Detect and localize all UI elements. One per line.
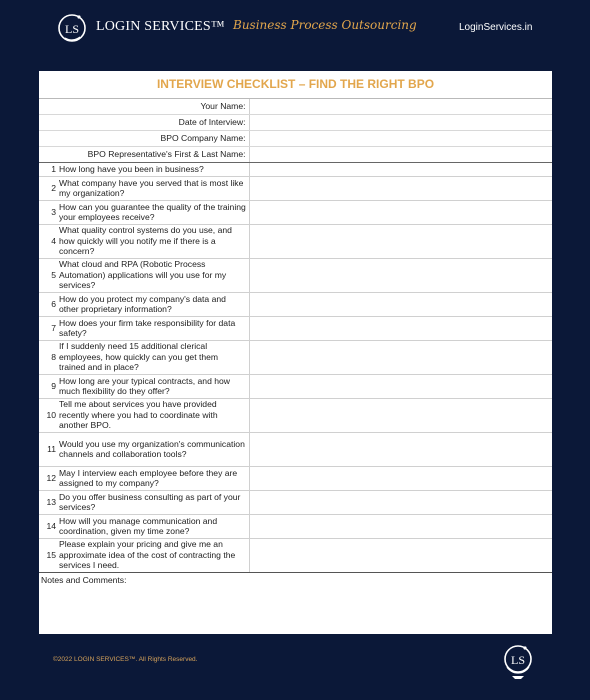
info-value-field[interactable] bbox=[249, 99, 552, 115]
question-row bbox=[39, 292, 552, 316]
info-label: Date of Interview: bbox=[39, 115, 249, 131]
question-text: How do you protect my company's data and other proprietary information? bbox=[59, 292, 249, 316]
ls-globe-logo-icon bbox=[56, 12, 88, 44]
question-number: 14 bbox=[39, 514, 59, 538]
question-number: 4 bbox=[39, 224, 59, 258]
question-number: 2 bbox=[39, 176, 59, 200]
question-row bbox=[39, 466, 552, 490]
question-number: 7 bbox=[39, 316, 59, 340]
question-text: If I suddenly need 15 additional clerical employees, how quickly can you get them trained and in place? bbox=[59, 340, 249, 374]
info-label: Your Name: bbox=[39, 99, 249, 115]
info-row bbox=[39, 99, 552, 115]
answer-field[interactable] bbox=[249, 200, 552, 224]
info-row bbox=[39, 115, 552, 131]
question-text: What cloud and RPA (Robotic Process Automation) applications will you use for my services? bbox=[59, 258, 249, 292]
question-text: How long have you been in business? bbox=[59, 163, 249, 176]
question-number: 8 bbox=[39, 340, 59, 374]
website-link[interactable]: LoginServices.in bbox=[459, 22, 533, 33]
question-number: 3 bbox=[39, 200, 59, 224]
question-text: What company have you served that is most like my organization? bbox=[59, 176, 249, 200]
question-number: 12 bbox=[39, 466, 59, 490]
question-row bbox=[39, 398, 552, 432]
answer-field[interactable] bbox=[249, 292, 552, 316]
info-row bbox=[39, 131, 552, 147]
checklist-sheet bbox=[39, 71, 552, 634]
notes-label: Notes and Comments: bbox=[41, 574, 127, 585]
answer-field[interactable] bbox=[249, 490, 552, 514]
answer-field[interactable] bbox=[249, 224, 552, 258]
question-text: How does your firm take responsibility for data safety? bbox=[59, 316, 249, 340]
answer-field[interactable] bbox=[249, 258, 552, 292]
question-row bbox=[39, 258, 552, 292]
question-number: 9 bbox=[39, 374, 59, 398]
question-number: 6 bbox=[39, 292, 59, 316]
question-text: How long are your typical contracts, and how much flexibility do they offer? bbox=[59, 374, 249, 398]
answer-field[interactable] bbox=[249, 316, 552, 340]
question-row bbox=[39, 490, 552, 514]
answer-field[interactable] bbox=[249, 432, 552, 466]
question-text: How can you guarantee the quality of the training your employees receive? bbox=[59, 200, 249, 224]
answer-field[interactable] bbox=[249, 176, 552, 200]
question-text: Would you use my organization's communication channels and collaboration tools? bbox=[59, 432, 249, 466]
answer-field[interactable] bbox=[249, 398, 552, 432]
info-row bbox=[39, 147, 552, 163]
svg-text:LS: LS bbox=[64, 22, 80, 36]
question-row bbox=[39, 200, 552, 224]
info-value-field[interactable] bbox=[249, 115, 552, 131]
question-number: 15 bbox=[39, 538, 59, 572]
ls-globe-logo-icon bbox=[501, 643, 535, 681]
answer-field[interactable] bbox=[249, 340, 552, 374]
question-row bbox=[39, 374, 552, 398]
question-row bbox=[39, 514, 552, 538]
checklist-title: INTERVIEW CHECKLIST – FIND THE RIGHT BPO bbox=[39, 71, 552, 99]
question-number: 13 bbox=[39, 490, 59, 514]
svg-text:LS: LS bbox=[510, 653, 526, 667]
question-number: 10 bbox=[39, 398, 59, 432]
questions-table bbox=[39, 163, 552, 573]
answer-field[interactable] bbox=[249, 466, 552, 490]
question-number: 5 bbox=[39, 258, 59, 292]
info-label: BPO Company Name: bbox=[39, 131, 249, 147]
info-fields-table bbox=[39, 99, 552, 163]
answer-field[interactable] bbox=[249, 163, 552, 176]
answer-field[interactable] bbox=[249, 538, 552, 572]
question-text: Do you offer business consulting as part of your services? bbox=[59, 490, 249, 514]
brand-name: LOGIN SERVICES™ bbox=[96, 19, 225, 34]
answer-field[interactable] bbox=[249, 374, 552, 398]
question-row bbox=[39, 538, 552, 572]
page-header bbox=[0, 0, 590, 60]
question-row bbox=[39, 432, 552, 466]
copyright-text: ©2022 LOGIN SERVICES™. All Rights Reserved. bbox=[53, 656, 198, 663]
info-label: BPO Representative's First & Last Name: bbox=[39, 147, 249, 163]
question-row bbox=[39, 316, 552, 340]
question-text: How will you manage communication and coordination, given my time zone? bbox=[59, 514, 249, 538]
question-text: Please explain your pricing and give me an approximate idea of the cost of contracting the services I need. bbox=[59, 538, 249, 572]
question-row bbox=[39, 224, 552, 258]
info-value-field[interactable] bbox=[249, 131, 552, 147]
question-text: What quality control systems do you use, and how quickly will you notify me if there is a concern? bbox=[59, 224, 249, 258]
brand-tagline: Business Process Outsourcing bbox=[233, 18, 417, 32]
question-text: Tell me about services you have provided recently where you had to coordinate with another BPO. bbox=[59, 398, 249, 432]
question-row bbox=[39, 176, 552, 200]
question-text: May I interview each employee before they are assigned to my company? bbox=[59, 466, 249, 490]
answer-field[interactable] bbox=[249, 514, 552, 538]
info-value-field[interactable] bbox=[249, 147, 552, 163]
question-number: 11 bbox=[39, 432, 59, 466]
question-number: 1 bbox=[39, 163, 59, 176]
question-row bbox=[39, 163, 552, 176]
question-row bbox=[39, 340, 552, 374]
